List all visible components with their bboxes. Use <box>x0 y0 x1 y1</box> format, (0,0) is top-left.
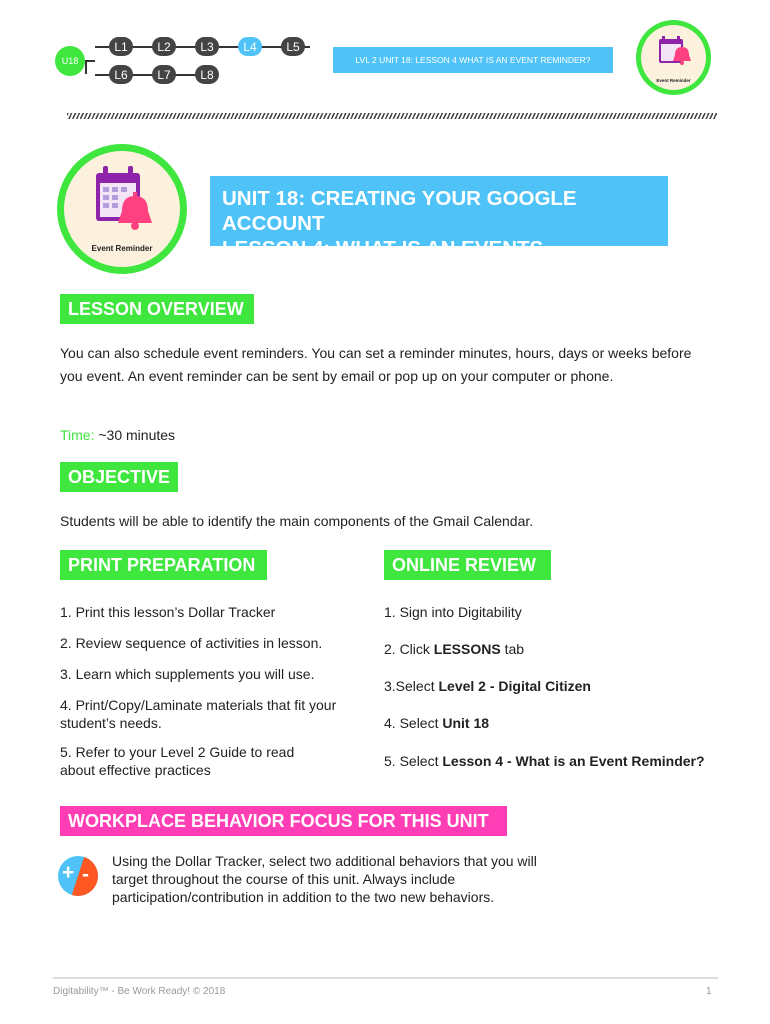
plus-minus-icon: + - <box>58 856 98 896</box>
online-review-item: 2. Click LESSONS tab <box>384 641 525 657</box>
footer-copyright: Digitability™ - Be Work Ready! © 2018 <box>53 986 226 997</box>
lesson-pill-l8[interactable]: L8 <box>195 65 219 84</box>
nav-connector <box>85 60 87 74</box>
print-prep-item: 4. Print/Copy/Laminate materials that fit your student’s needs. <box>60 697 337 731</box>
unit-indicator: U18 <box>55 46 85 76</box>
title-line-2: LESSON 4: WHAT IS AN EVENTS REMINDER? <box>222 237 544 285</box>
objective-heading: OBJECTIVE <box>60 462 178 492</box>
footer-divider <box>53 977 718 979</box>
lesson-nav-row-1 <box>95 37 310 57</box>
lesson-overview-heading: LESSON OVERVIEW <box>60 294 254 324</box>
lesson-pill-l2[interactable]: L2 <box>152 37 176 56</box>
print-prep-item: 2. Review sequence of activities in lesson. <box>60 635 323 651</box>
lesson-pill-l3[interactable]: L3 <box>195 37 219 56</box>
page-title <box>210 176 668 285</box>
workplace-behavior-heading: WORKPLACE BEHAVIOR FOCUS FOR THIS UNIT <box>60 806 507 836</box>
event-reminder-badge-small <box>636 20 711 95</box>
page-number: 1 <box>706 986 712 997</box>
lesson-pill-l7[interactable]: L7 <box>152 65 176 84</box>
online-review-item: 1. Sign into Digitability <box>384 604 522 620</box>
badge-small-label: Event Reminder <box>656 78 691 83</box>
lesson-pill-l1[interactable]: L1 <box>109 37 133 56</box>
objective-text: Students will be able to identify the main components of the Gmail Calendar. <box>60 513 534 529</box>
workplace-behavior-text: Using the Dollar Tracker, select two additional behaviors that you will target throughout the course of this unit. Always include participation/contribution in addition to the two new behaviors. <box>112 853 537 905</box>
time-value: ~30 minutes <box>94 427 176 443</box>
badge-label: Event Reminder <box>91 244 153 253</box>
title-line-1: UNIT 18: CREATING YOUR GOOGLE ACCOUNT <box>222 187 577 235</box>
time-label: Time: <box>60 427 95 443</box>
decorative-divider <box>67 113 717 119</box>
print-prep-item: 3. Learn which supplements you will use. <box>60 666 315 682</box>
time-estimate <box>60 424 175 447</box>
print-prep-item: 5. Refer to your Level 2 Guide to read about effective practices <box>60 744 295 778</box>
online-review-item: 5. Select Lesson 4 - What is an Event Reminder? <box>384 753 705 769</box>
event-reminder-badge <box>57 144 187 274</box>
print-prep-item: 1. Print this lesson’s Dollar Tracker <box>60 604 276 620</box>
online-review-item: 4. Select Unit 18 <box>384 715 490 731</box>
lesson-pill-l6[interactable]: L6 <box>109 65 133 84</box>
print-preparation-heading: PRINT PREPARATION <box>60 550 267 580</box>
lesson-nav-row-2 <box>95 65 225 85</box>
online-review-item: 3.Select Level 2 - Digital Citizen <box>384 678 591 694</box>
online-review-heading: ONLINE REVIEW <box>384 550 551 580</box>
lesson-banner: LVL 2 UNIT 18: LESSON 4 WHAT IS AN EVENT REMINDER? <box>333 47 613 73</box>
lesson-pill-l4[interactable]: L4 <box>238 37 262 56</box>
lesson-overview-text: You can also schedule event reminders. You can set a reminder minutes, hours, days or weeks before you event. An event reminder can be sent by email or pop up on your computer or phone. <box>60 345 692 384</box>
lesson-pill-l5[interactable]: L5 <box>281 37 305 56</box>
